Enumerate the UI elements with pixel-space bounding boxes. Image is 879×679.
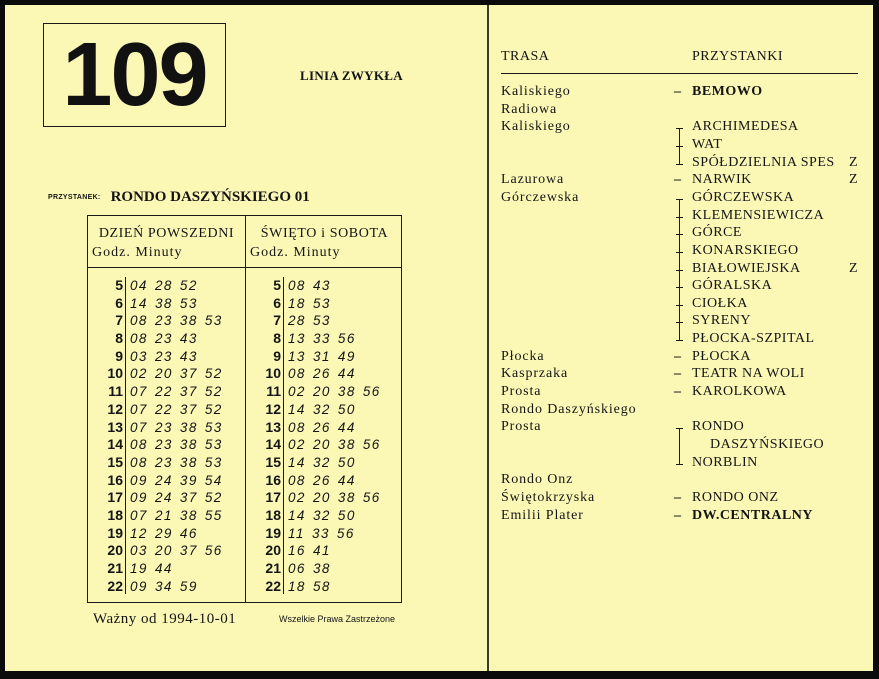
timetable-row (88, 330, 245, 348)
timetable-row (88, 489, 245, 507)
timetable-row (88, 436, 245, 454)
hour-cell: 18 (265, 506, 281, 523)
minutes-cell: 09 24 39 54 (130, 472, 223, 488)
timetable-row (246, 525, 403, 543)
timetable-row (246, 277, 403, 295)
timetable-row (246, 330, 403, 348)
minutes-cell: 09 34 59 (130, 578, 198, 594)
route-stop: PŁOCKA-SZPITAL (692, 331, 815, 347)
stop-bracket (679, 428, 680, 463)
route-street: Płocka (501, 348, 545, 364)
minutes-cell: 13 33 56 (288, 331, 356, 347)
bracket-tick (676, 164, 683, 165)
minutes-cell: 02 20 37 52 (130, 366, 223, 382)
timetable-row (246, 383, 403, 401)
bracket-tick (676, 340, 683, 341)
hour-cell: 22 (265, 577, 281, 594)
minutes-cell: 13 31 49 (288, 348, 356, 364)
route-street: Kaliskiego (501, 119, 571, 135)
route-stop: SYRENY (692, 313, 752, 329)
minutes-cell: 14 32 50 (288, 507, 356, 523)
bracket-tick (676, 234, 683, 235)
hour-cell: 14 (265, 436, 281, 453)
timetable-row (88, 578, 245, 596)
hour-cell: 21 (265, 560, 281, 576)
timetable-row (246, 560, 403, 578)
route-stop: GÓRCZEWSKA (692, 189, 795, 205)
minutes-cell: 12 29 46 (130, 525, 198, 541)
route-stop: CIOŁKA (692, 295, 748, 311)
timetable-row (88, 295, 245, 313)
route-stop: NARWIK (692, 172, 752, 188)
stops-header: PRZYSTANKI (692, 49, 783, 64)
stop-dash: – (674, 348, 681, 364)
timetable-row (246, 489, 403, 507)
route-stop: BEMOWO (692, 84, 763, 99)
minutes-cell: 14 32 50 (288, 454, 356, 470)
stop-label: PRZYSTANEK: (48, 193, 101, 201)
minutes-cell: 08 43 (288, 278, 331, 293)
timetable-row (246, 454, 403, 472)
minutes-cell: 06 38 (288, 561, 331, 576)
hour-cell: 5 (115, 277, 123, 293)
route-header: TRASA (501, 49, 550, 64)
hour-cell: 12 (107, 400, 123, 417)
hour-cell: 9 (273, 347, 281, 364)
minutes-cell: 16 41 (288, 543, 331, 559)
minutes-cell: 08 26 44 (288, 472, 356, 488)
hour-cell: 13 (265, 418, 281, 435)
hour-cell: 15 (265, 453, 281, 470)
stop-name: RONDO DASZYŃSKIEGO 01 (110, 188, 310, 205)
minutes-cell: 11 33 56 (288, 525, 355, 541)
holiday-subtitle: Godz. Minuty (250, 245, 341, 260)
zone-marker: Z (849, 154, 858, 170)
timetable-grid (87, 215, 402, 603)
timetable-row (246, 401, 403, 419)
minutes-cell: 02 20 38 56 (288, 490, 381, 506)
route-street: Kaliskiego (501, 84, 571, 99)
hour-cell: 17 (107, 489, 123, 506)
hour-cell: 6 (273, 294, 281, 311)
minutes-cell: 08 23 38 53 (130, 437, 223, 453)
minutes-cell: 08 26 44 (288, 366, 356, 382)
hour-cell: 17 (265, 489, 281, 506)
bracket-tick (676, 217, 683, 218)
hour-cell: 15 (107, 453, 123, 470)
route-stop: RONDO ONZ (692, 489, 779, 505)
minutes-cell: 08 23 43 (130, 331, 198, 347)
timetable-row (88, 560, 245, 578)
route-stop: GÓRCE (692, 225, 742, 241)
minutes-cell: 08 26 44 (288, 419, 356, 435)
line-number: 109 (62, 25, 207, 125)
hour-cell: 9 (115, 347, 123, 364)
route-stop: DW.CENTRALNY (692, 507, 814, 523)
route-street: Rondo Daszyńskiego (501, 401, 637, 417)
holiday-title: ŚWIĘTO i SOBOTA (260, 226, 389, 241)
hour-cell: 13 (107, 418, 123, 435)
minutes-cell: 18 58 (288, 578, 331, 594)
stop-row (48, 188, 310, 206)
stop-dash: – (674, 384, 681, 400)
minutes-cell: 18 53 (288, 295, 331, 311)
route-stop: KLEMENSIEWICZA (692, 207, 825, 223)
route-stop: PŁOCKA (692, 348, 752, 364)
timetable-row (246, 542, 403, 560)
hour-cell: 16 (265, 471, 281, 488)
route-stop: NORBLIN (692, 454, 758, 470)
hour-cell: 20 (265, 542, 281, 559)
hour-cell: 7 (115, 312, 123, 329)
line-number-box (43, 23, 226, 127)
timetable-row (246, 472, 403, 490)
route-stop: RONDO (692, 419, 745, 435)
timetable-row (246, 436, 403, 454)
route-street: Emilii Plater (501, 507, 584, 523)
zone-marker: Z (849, 172, 858, 188)
timetable-row (88, 525, 245, 543)
minutes-cell: 28 53 (288, 313, 331, 329)
minutes-cell: 07 22 37 52 (130, 384, 223, 400)
minutes-cell: 07 23 38 53 (130, 419, 223, 435)
minutes-cell: 09 24 37 52 (130, 490, 223, 506)
stop-dash: – (674, 172, 681, 188)
timetable-row (88, 277, 245, 295)
timetable-row (88, 401, 245, 419)
timetable-row (246, 507, 403, 525)
bracket-tick (676, 287, 683, 288)
route-stop: KAROLKOWA (692, 384, 787, 400)
route-street: Górczewska (501, 189, 580, 205)
minutes-cell: 02 20 38 56 (288, 437, 381, 453)
timetable-row (246, 419, 403, 437)
hour-cell: 5 (273, 277, 281, 293)
hour-cell: 19 (107, 524, 123, 541)
hour-cell: 14 (107, 436, 123, 453)
bracket-tick (676, 428, 683, 429)
minutes-cell: 03 20 37 56 (130, 543, 223, 559)
route-stop: TEATR NA WOLI (692, 366, 805, 382)
hour-cell: 11 (108, 383, 123, 400)
hour-cell: 16 (107, 471, 123, 488)
page-fold (487, 5, 489, 671)
weekday-rows (88, 277, 245, 595)
minutes-cell: 14 32 50 (288, 401, 356, 417)
route-stop: DASZYŃSKIEGO (710, 437, 825, 452)
route-street: Świętokrzyska (501, 489, 596, 505)
route-stop: SPÓŁDZIELNIA SPES (692, 154, 835, 170)
bracket-tick (676, 464, 683, 465)
bracket-tick (676, 305, 683, 306)
timetable-row (246, 365, 403, 383)
bracket-tick (676, 252, 683, 253)
route-street: Radiowa (501, 101, 558, 117)
weekday-subtitle: Godz. Minuty (92, 245, 183, 260)
route-street: Rondo Onz (501, 472, 574, 488)
route-stop: GÓRALSKA (692, 278, 773, 294)
hour-cell: 18 (107, 506, 123, 523)
minutes-cell: 19 44 (130, 561, 173, 576)
hour-cell: 8 (115, 330, 123, 347)
hour-cell: 22 (107, 577, 123, 594)
minutes-cell: 08 23 38 53 (130, 313, 223, 329)
minutes-cell: 02 20 38 56 (288, 384, 381, 400)
minutes-cell: 07 21 38 55 (130, 507, 223, 523)
hour-cell: 6 (115, 294, 123, 311)
header-rule (501, 73, 858, 74)
holiday-column (246, 216, 403, 602)
timetable-row (88, 419, 245, 437)
hour-cell: 10 (265, 365, 281, 382)
timetable-row (246, 295, 403, 313)
minutes-cell: 03 23 43 (130, 348, 198, 364)
route-street: Kasprzaka (501, 366, 569, 382)
stop-dash: – (674, 489, 681, 505)
timetable-row (246, 348, 403, 366)
hour-cell: 12 (265, 400, 281, 417)
timetable-row (88, 472, 245, 490)
route-stop: WAT (692, 136, 723, 152)
bracket-tick (676, 270, 683, 271)
rights-notice: Wszelkie Prawa Zastrzeżone (279, 614, 396, 624)
timetable-row (88, 454, 245, 472)
line-type: LINIA ZWYKŁA (300, 68, 403, 83)
route-stop: KONARSKIEGO (692, 242, 799, 258)
stop-dash: – (674, 366, 681, 382)
timetable-row (246, 578, 403, 596)
stop-dash: – (674, 84, 681, 99)
timetable-row (88, 383, 245, 401)
hour-cell: 10 (107, 365, 123, 382)
minutes-cell: 04 28 52 (130, 278, 198, 293)
hour-cell: 7 (273, 312, 281, 329)
bracket-tick (676, 146, 683, 147)
timetable-row (88, 542, 245, 560)
bracket-tick (676, 322, 683, 323)
timetable-row (88, 312, 245, 330)
timetable-row (246, 312, 403, 330)
bracket-tick (676, 199, 683, 200)
stop-dash: – (674, 507, 681, 523)
timetable-row (88, 365, 245, 383)
valid-from: Ważny od 1994-10-01 (93, 611, 237, 627)
timetable-row (88, 507, 245, 525)
weekday-column (88, 216, 245, 602)
weekday-title: DZIEŃ POWSZEDNI (98, 226, 235, 241)
hour-cell: 20 (107, 542, 123, 559)
hour-cell: 19 (265, 524, 281, 541)
minutes-cell: 14 38 53 (130, 295, 198, 311)
route-street: Prosta (501, 419, 542, 435)
route-stop: BIAŁOWIEJSKA (692, 260, 801, 276)
minutes-cell: 08 23 38 53 (130, 454, 223, 470)
route-stop: ARCHIMEDESA (692, 119, 799, 135)
route-street: Prosta (501, 384, 542, 400)
hour-cell: 21 (107, 560, 123, 576)
bracket-tick (676, 128, 683, 129)
hour-cell: 11 (266, 383, 281, 400)
route-street: Lazurowa (501, 172, 565, 188)
zone-marker: Z (849, 260, 858, 276)
minutes-cell: 07 22 37 52 (130, 401, 223, 417)
holiday-rows (246, 277, 403, 595)
hour-cell: 8 (273, 330, 281, 347)
timetable-row (88, 348, 245, 366)
